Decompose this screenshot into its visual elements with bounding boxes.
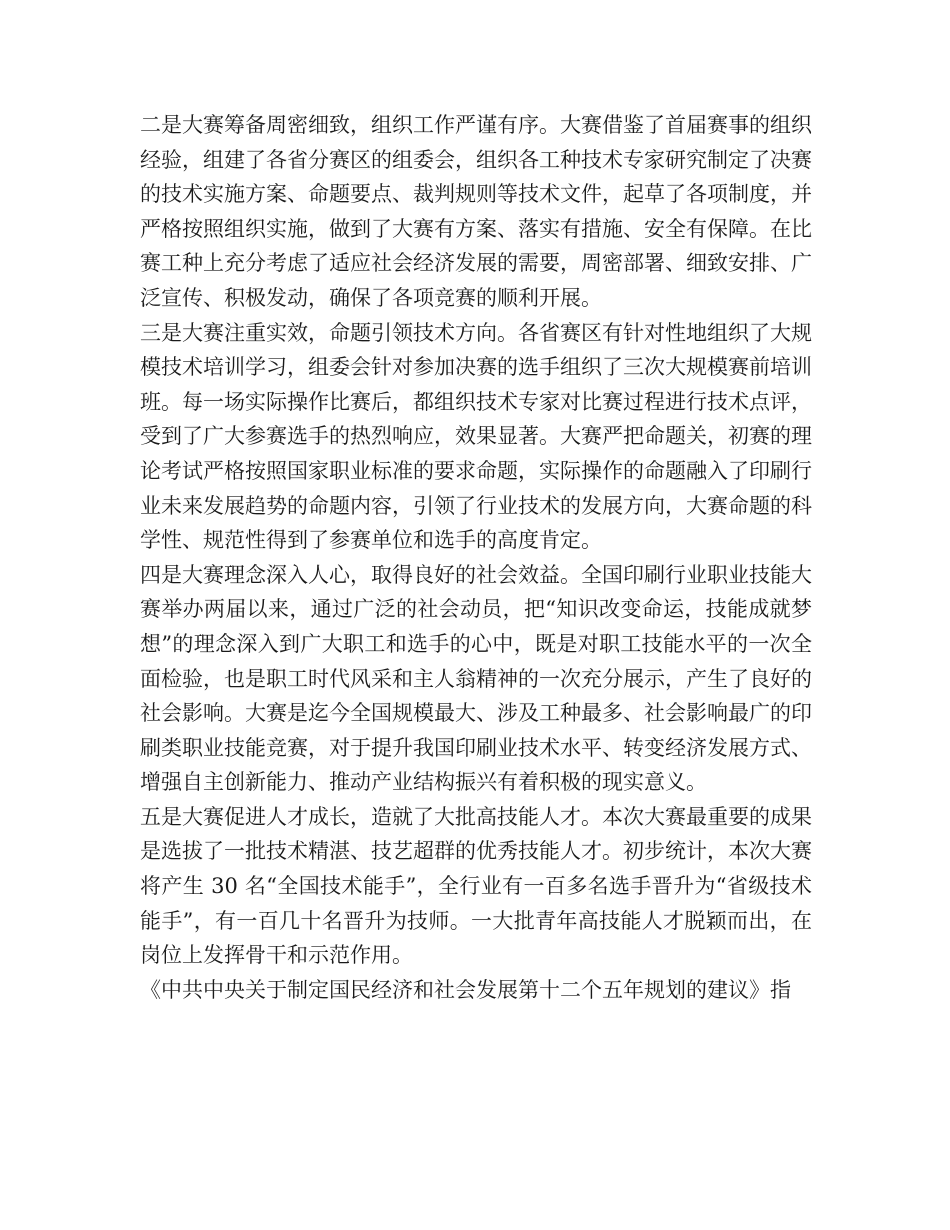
paragraph-4: 四是大赛理念深入人心，取得良好的社会效益。全国印刷行业职业技能大赛举办两届以来，通过广泛的社会动员，把“知识改变命运，技能成就梦想”的理念深入到广大职工和选手的心中，既是对职工技能水平的一次全面检验，也是职工时代风采和主人翁精神的一次充分展示，产生了良好的社会影响。大赛是迄今全国规模最大、涉及工种最多、社会影响最广的印刷类职业技能竞赛，对于提升我国印刷业技术水平、转变经济发展方式、增强自主创新能力、推动产业结构振兴有着积极的现实意义。 (140, 562, 812, 795)
paragraph-2: 二是大赛筹备周密细致，组织工作严谨有序。大赛借鉴了首届赛事的组织经验，组建了各省分赛区的组委会，组织各工种技术专家研究制定了决赛的技术实施方案、命题要点、裁判规则等技术文件，起草了各项制度，并严格按照组织实施，做到了大赛有方案、落实有措施、安全有保障。在比赛工种上充分考虑了适应社会经济发展的需要，周密部署、细致安排、广泛宣传、积极发动，确保了各项竞赛的顺利开展。 (140, 113, 812, 310)
document-body (140, 108, 812, 1007)
paragraph-5: 五是大赛促进人才成长，造就了大批高技能人才。本次大赛最重要的成果是选拔了一批技术精湛、技艺超群的优秀技能人才。初步统计，本次大赛将产生 30 名“全国技术能手”，全行业有一百多名选手晋升为“省级技术能手”，有一百几十名晋升为技师。一大批青年高技能人才脱颖而出，在岗位上发挥骨干和示范作用。 (140, 804, 812, 968)
paragraph-3: 三是大赛注重实效，命题引领技术方向。各省赛区有针对性地组织了大规模技术培训学习，组委会针对参加决赛的选手组织了三次大规模赛前培训班。每一场实际操作比赛后，都组织技术专家对比赛过程进行技术点评，受到了广大参赛选手的热烈响应，效果显著。大赛严把命题关，初赛的理论考试严格按照国家职业标准的要求命题，实际操作的命题融入了印刷行业未来发展趋势的命题内容，引领了行业技术的发展方向，大赛命题的科学性、规范性得到了参赛单位和选手的高度肯定。 (140, 320, 812, 553)
paragraph-6: 《中共中央关于制定国民经济和社会发展第十二个五年规划的建议》指 (140, 977, 791, 1002)
